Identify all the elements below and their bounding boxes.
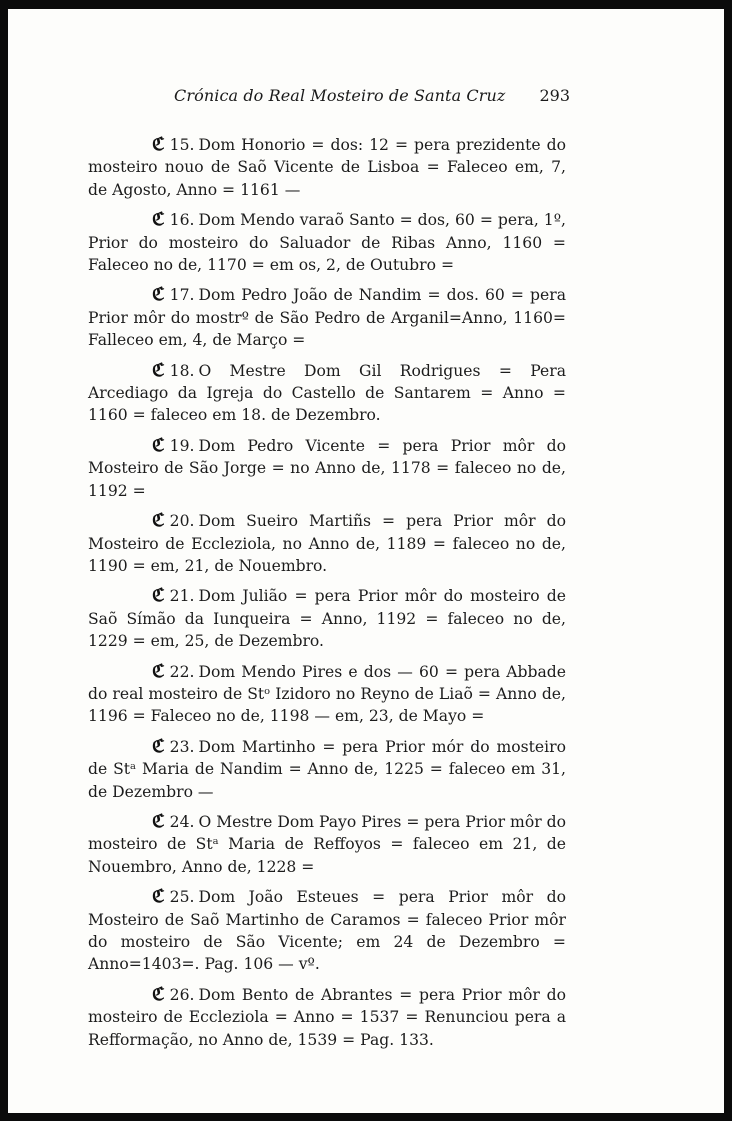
entry — [88, 661, 566, 728]
entry — [88, 510, 566, 577]
entry-number: 24. — [169, 812, 195, 831]
entry — [88, 435, 566, 502]
entry — [88, 886, 566, 976]
entry-number: 19. — [169, 436, 195, 455]
entry-text: Dom Julião = pera Prior môr do mosteiro de Saõ Símão da Iunqueira = Anno, 1192 = faleceo no de, 1229 = em, 25, de Dezembro. — [88, 587, 566, 651]
paragraph-mark-icon: ℭ — [152, 810, 164, 832]
paragraph-mark-icon: ℭ — [152, 134, 164, 155]
entry — [88, 360, 566, 427]
entry — [88, 284, 566, 351]
paragraph-mark-icon: ℭ — [152, 983, 164, 1005]
entry-number: 20. — [169, 512, 195, 531]
entry-number: 18. — [169, 361, 195, 380]
entry-number: 16. — [169, 211, 195, 230]
entry-text: Dom Mendo Pires e dos — 60 = pera Abbade do real mosteiro de Stᵒ Izidoro no Reyno de Liaõ = Anno de, 1196 = Faleceo no de, 1198 — em, 23, de Mayo = — [88, 662, 566, 726]
entry-number: 23. — [169, 737, 195, 756]
entry-number: 15. — [169, 136, 195, 154]
entry-number: 25. — [169, 888, 195, 907]
entry — [88, 736, 566, 803]
entry-number: 21. — [169, 587, 195, 606]
entry-text: Dom João Esteues = pera Prior môr do Mosteiro de Saõ Martinho de Caramos = faleceo Prior môr do mosteiro de São Vicente; em 24 de Dezembro = Anno=1403=. Pag. 106 — vº. — [88, 888, 566, 974]
paragraph-mark-icon: ℭ — [152, 510, 164, 532]
entry-number: 17. — [169, 286, 195, 305]
entry — [88, 209, 566, 276]
running-title: Crónica do Real Mosteiro de Santa Cruz — [174, 86, 506, 105]
scan-border-right — [724, 0, 732, 1121]
entry — [88, 585, 566, 652]
paragraph-mark-icon: ℭ — [152, 585, 164, 607]
entry — [88, 984, 566, 1051]
entry-text: Dom Mendo varaõ Santo = dos, 60 = pera, 1º, Prior do mosteiro do Saluador de Ribas Anno, 1160 = Faleceo no de, 1170 = em os, 2, de Outubro = — [88, 211, 566, 275]
entry-text: Dom Pedro Vicente = pera Prior môr do Mosteiro de São Jorge = no Anno de, 1178 = faleceo no de, 1192 = — [88, 436, 566, 500]
entry-number: 26. — [169, 985, 195, 1004]
entry — [88, 134, 566, 201]
page-body — [88, 134, 566, 1059]
entry-text: Dom Martinho = pera Prior mór do mosteiro de Stᵃ Maria de Nandim = Anno de, 1225 = faleceo em 31, de Dezembro — — [88, 737, 566, 801]
scan-border-bottom — [0, 1113, 732, 1121]
paragraph-mark-icon: ℭ — [152, 359, 164, 381]
paragraph-mark-icon: ℭ — [152, 209, 164, 231]
entry-text: O Mestre Dom Payo Pires = pera Prior môr do mosteiro de Stᵃ Maria de Reffoyos = faleceo em 21, de Nouembro, Anno de, 1228 = — [88, 812, 566, 876]
entry-text: Dom Sueiro Martiñs = pera Prior môr do Mosteiro de Eccleziola, no Anno de, 1189 = faleceo no de, 1190 = em, 21, de Nouembro. — [88, 512, 566, 575]
entry — [88, 811, 566, 878]
paragraph-mark-icon: ℭ — [152, 735, 164, 757]
scan-border-top — [0, 0, 732, 9]
page-header — [88, 86, 570, 112]
paragraph-mark-icon: ℭ — [152, 660, 164, 682]
scan-border-left — [0, 0, 8, 1121]
page-number: 293 — [539, 86, 570, 105]
paragraph-mark-icon: ℭ — [152, 284, 164, 306]
paragraph-mark-icon: ℭ — [152, 886, 164, 908]
entry-text: Dom Pedro João de Nandim = dos. 60 = pera Prior môr do mostrº de São Pedro de Arganil=Anno, 1160= Falleceo em, 4, de Março = — [88, 286, 566, 350]
paragraph-mark-icon: ℭ — [152, 434, 164, 456]
entry-text: O Mestre Dom Gil Rodrigues = Pera Arcediago da Igreja do Castello de Santarem = Anno = 1160 = faleceo em 18. de Dezembro. — [88, 361, 566, 425]
entry-text: Dom Honorio = dos: 12 = pera prezidente do mosteiro nouo de Saõ Vicente de Lisboa = Faleceo em, 7, de Agosto, Anno = 1161 — — [88, 136, 566, 199]
entry-number: 22. — [169, 662, 195, 681]
entry-text: Dom Bento de Abrantes = pera Prior môr do mosteiro de Eccleziola = Anno = 1537 = Renunciou pera a Refformação, no Anno de, 1539 = Pag. 133. — [88, 985, 566, 1049]
